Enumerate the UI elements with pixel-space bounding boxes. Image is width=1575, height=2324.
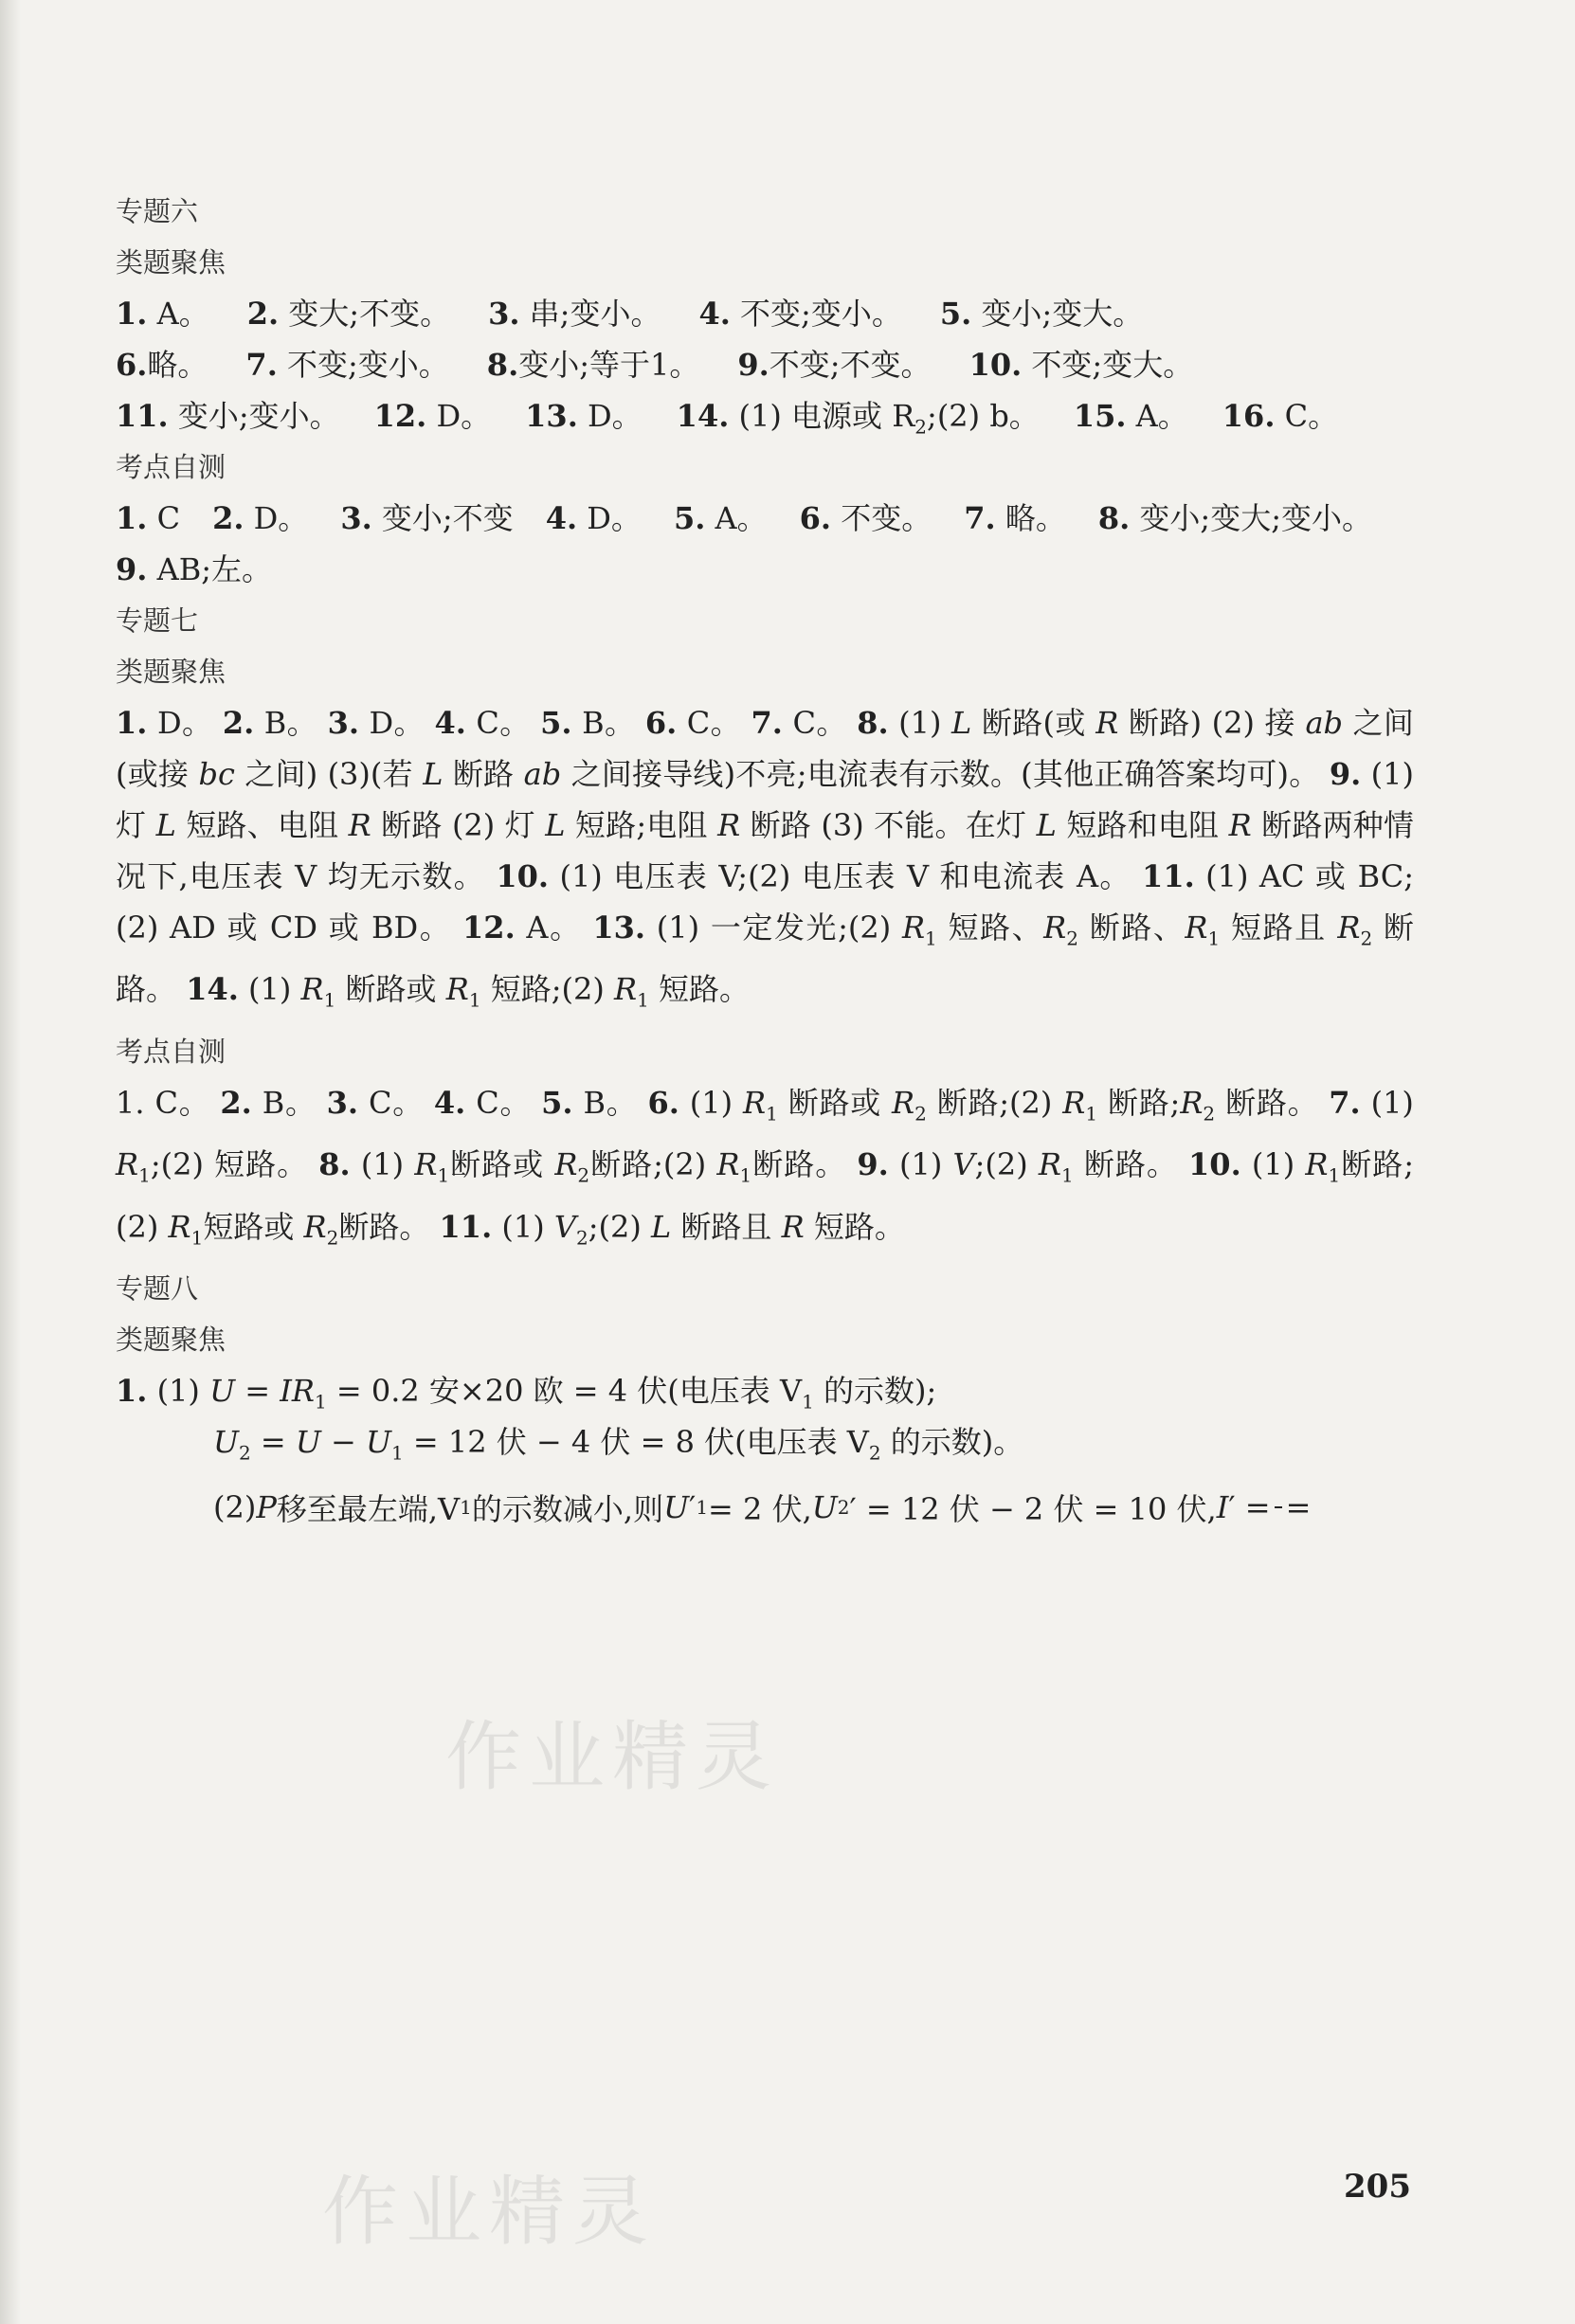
answer-text: 不变;变小。 (730, 296, 902, 332)
answer-text: C。 (465, 705, 541, 741)
answer-text: 变小;变大。 (971, 296, 1144, 332)
answer-text: C。 (465, 1084, 542, 1121)
math-variable: R (781, 1208, 805, 1245)
subscript: 1 (314, 1390, 327, 1414)
answer-text: 断路。 (1073, 1146, 1189, 1183)
answer-text: (1) 一定发光;(2) (645, 910, 902, 946)
math-variable: ab (1305, 705, 1343, 741)
math-variable: L (155, 807, 176, 843)
question-number: 7. (964, 500, 996, 536)
answer-text: D。 (577, 500, 642, 536)
subsection-kao-dian-zi-ce-7: 考点自测 (116, 1035, 226, 1068)
answer-text: 断路。 (116, 910, 1414, 1008)
subscript: 1 (802, 1390, 814, 1414)
subscript: 2 (575, 1225, 588, 1249)
question-number: 11. (116, 398, 169, 434)
answer-text: 移至最左端,V (276, 1490, 461, 1527)
answer-text: 断路 (3) 不能。在灯 (740, 807, 1037, 843)
answer-text: 断路两种情况下,电压表 V 均无示数。 (116, 807, 1414, 894)
solution-block (116, 1365, 1414, 1547)
math-variable: R (348, 807, 371, 843)
answer-text: (2) (213, 1488, 257, 1525)
question-number: 16. (1222, 398, 1276, 434)
math-variable: R (303, 1208, 327, 1245)
question-number: 4. (433, 1084, 466, 1121)
subscript: 2 (914, 415, 928, 439)
question-number: 14. (186, 971, 239, 1008)
answer-text: (1) AC 或 BC; (2) AD 或 CD 或 BD。 (116, 858, 1414, 946)
question-number: 2. (246, 296, 280, 332)
answer-text: − (320, 1423, 366, 1460)
answer-text: (1) (1360, 1084, 1414, 1121)
math-variable: P (256, 1488, 277, 1525)
subscript: 1 (1060, 1163, 1074, 1187)
question-number: 4. (545, 500, 578, 536)
math-variable: R (1228, 807, 1252, 843)
answer-text: D。 (577, 398, 643, 434)
question-number: 10. (1188, 1146, 1241, 1183)
question-number: 5. (540, 705, 572, 741)
math-variable: R (614, 971, 638, 1008)
answer-text: 变小;不变 (371, 500, 514, 536)
subscript: 2 (868, 1441, 881, 1465)
answer-row (116, 288, 1414, 339)
question-number: 8. (486, 347, 519, 383)
math-variable: R (116, 1146, 139, 1183)
answer-text: 略。 (995, 500, 1066, 536)
subscript: 1 (739, 1163, 752, 1187)
answer-text: 断路或 (449, 1146, 555, 1183)
answer-text: = (1285, 1488, 1312, 1525)
subscript: 2 (1360, 927, 1373, 950)
question-number: 3. (327, 705, 359, 741)
math-variable: L (651, 1208, 672, 1245)
answer-text: 断路;(2) (589, 1146, 717, 1183)
math-variable: bc (198, 756, 235, 792)
answer-text: = (250, 1423, 296, 1460)
answer-text: 变小;变小。 (168, 398, 340, 434)
question-number: 3. (488, 296, 520, 332)
math-variable: U (365, 1423, 391, 1460)
math-variable: R (168, 1208, 191, 1245)
math-variable: L (423, 756, 444, 792)
answer-row (116, 390, 1414, 441)
subsection-lei-ti-ju-jiao-6: 类题聚焦 (116, 246, 226, 279)
answer-text: 1. C。 (116, 1084, 221, 1121)
answer-text: (1) (238, 971, 301, 1008)
subscript: 1 (460, 1495, 472, 1519)
math-variable: R (554, 1146, 578, 1183)
answer-text: (1) (888, 705, 952, 741)
math-variable: R (717, 807, 741, 843)
question-number: 2. (212, 500, 244, 536)
math-variable: I (1216, 1488, 1229, 1525)
question-number: 5. (673, 500, 706, 536)
answer-text: 断路。 (1215, 1084, 1330, 1121)
math-variable: L (545, 807, 566, 843)
math-variable: R (716, 1146, 740, 1183)
question-number: 6. (644, 705, 678, 741)
subscript: 1 (637, 988, 649, 1012)
answer-text: A。 (705, 500, 768, 536)
subscript: 1 (190, 1225, 204, 1249)
answer-text: 短路或 (203, 1208, 304, 1245)
fraction (1275, 1506, 1282, 1508)
answer-text: A。 (147, 296, 209, 332)
answer-text: = 0.2 安×20 欧 = 4 伏(电压表 V (326, 1372, 803, 1409)
question-number: 6. (799, 500, 832, 536)
answer-text: 略。 (147, 347, 208, 383)
answer-page (116, 186, 1414, 1547)
answer-text: ′ = 12 伏 − 2 伏 = 10 伏, (849, 1490, 1217, 1527)
answer-text: C。 (782, 705, 858, 741)
answer-text: 短路;电阻 (565, 807, 718, 843)
answer-text: 短路。 (648, 971, 751, 1008)
subscript: 1 (138, 1163, 151, 1187)
math-variable: R (891, 1084, 915, 1121)
answer-text: B。 (572, 1084, 648, 1121)
question-number: 1. (116, 1372, 148, 1409)
question-number: 8. (857, 705, 889, 741)
subsection-kao-dian-zi-ce-6: 考点自测 (116, 451, 226, 483)
question-number: 2. (222, 705, 255, 741)
math-variable: R (414, 1146, 438, 1183)
math-variable: ab (523, 756, 562, 792)
math-variable: V (952, 1146, 975, 1183)
answer-row (116, 339, 1414, 390)
answer-text: (1) (888, 1146, 953, 1183)
question-number: 12. (462, 910, 516, 946)
math-variable: R (300, 971, 324, 1008)
answer-text: ;(2) (588, 1208, 651, 1245)
math-variable: L (951, 705, 972, 741)
question-number: 1. (116, 296, 148, 332)
answer-text: 断路; (1097, 1084, 1181, 1121)
math-variable: R (901, 910, 926, 946)
math-variable: U (811, 1488, 838, 1525)
question-number: 15. (1073, 398, 1127, 434)
answer-text: (1) (492, 1208, 554, 1245)
answer-text: 不变;不变。 (769, 347, 932, 383)
subsection-lei-ti-ju-jiao-7: 类题聚焦 (116, 656, 226, 688)
math-variable: R (1337, 910, 1361, 946)
answer-text: (1) (147, 1372, 210, 1409)
answer-text: 串;变小。 (519, 296, 661, 332)
subscript: 2 (326, 1225, 339, 1249)
answer-text: 断路) (2) 接 (1118, 705, 1306, 741)
answer-text: B。 (254, 705, 328, 741)
answer-text: 断路(或 (971, 705, 1096, 741)
answer-text: B。 (251, 1084, 327, 1121)
answer-text: B。 (571, 705, 645, 741)
answer-text: 断路。 (338, 1208, 440, 1245)
math-variable: R (1062, 1084, 1086, 1121)
question-number: 14. (676, 398, 730, 434)
answer-text: (1) (350, 1146, 415, 1183)
answer-text: 断路、 (1078, 910, 1186, 946)
subscript: 2 (1203, 1102, 1216, 1126)
answer-text: C。 (677, 705, 751, 741)
answer-text: 短路;(2) (480, 971, 615, 1008)
answer-text: A。 (1126, 398, 1188, 434)
subscript: 1 (925, 927, 937, 950)
answer-text: A。 (515, 910, 593, 946)
math-variable: R (1095, 705, 1119, 741)
answer-text: 短路和电阻 (1056, 807, 1229, 843)
answer-text: (1) (679, 1084, 744, 1121)
subscript: 2 (914, 1102, 927, 1126)
answer-text: 断路;(2) (926, 1084, 1063, 1121)
watermark: 作业精灵 (445, 1713, 779, 1801)
question-number: 7. (1329, 1084, 1361, 1121)
answer-paragraph (116, 1077, 1414, 1263)
solution-line (116, 1365, 1414, 1416)
section-title-7: 专题七 (116, 604, 199, 637)
math-variable: U (209, 1372, 236, 1409)
answer-text: C (147, 500, 181, 536)
answer-text: 短路、电阻 (175, 807, 349, 843)
question-number: 5. (541, 1084, 573, 1121)
math-variable: R (1043, 910, 1067, 946)
answer-text: (1) 电源或 R (729, 398, 915, 434)
section-title-8: 专题八 (116, 1271, 199, 1305)
answer-text: 之间(或接 (116, 705, 1414, 792)
answer-text: (1) 灯 (116, 756, 1414, 843)
question-number: 3. (340, 500, 372, 536)
question-number: 13. (525, 398, 578, 434)
answer-text: 短路。 (804, 1208, 905, 1245)
subscript: 2 (577, 1163, 590, 1187)
math-variable: U (663, 1488, 690, 1525)
question-number: 2. (220, 1084, 252, 1121)
question-number: 9. (1329, 756, 1362, 792)
answer-text: 的示数)。 (880, 1423, 1024, 1460)
answer-text: ;(2) b。 (927, 398, 1040, 434)
answer-paragraph (116, 697, 1414, 1026)
question-number: 9. (116, 551, 148, 587)
subscript: 1 (766, 1102, 778, 1126)
question-number: 6. (116, 347, 148, 383)
answer-text: 之间) (3)(若 (234, 756, 424, 792)
question-number: 7. (751, 705, 783, 741)
section-title-6: 专题六 (116, 195, 199, 227)
subscript: 2 (1066, 927, 1078, 950)
answer-row (116, 493, 1414, 544)
math-variable: R (445, 971, 469, 1008)
subscript: 2 (238, 1441, 251, 1465)
answer-text: 断路或 (777, 1084, 892, 1121)
page-number: 205 (1344, 2168, 1411, 2206)
subsection-lei-ti-ju-jiao-8: 类题聚焦 (116, 1323, 226, 1356)
question-number: 5. (939, 296, 972, 332)
answer-text: D。 (358, 705, 435, 741)
solution-line (116, 1468, 1414, 1547)
subscript: 1 (1085, 1102, 1098, 1126)
math-variable: V (553, 1208, 576, 1245)
answer-text: 不变;变大。 (1022, 347, 1194, 383)
answer-text: (1) (1240, 1146, 1306, 1183)
answer-text: AB;左。 (147, 551, 272, 587)
question-number: 9. (857, 1146, 889, 1183)
answer-text: = (235, 1372, 281, 1409)
question-number: 1. (116, 705, 148, 741)
answer-text: 变小;等于1。 (518, 347, 700, 383)
answer-text: = 12 伏 − 4 伏 = 8 伏(电压表 V (403, 1423, 869, 1460)
solution-line (116, 1416, 1414, 1468)
answer-text: 变大;不变。 (279, 296, 451, 332)
answer-text: ′ = (1228, 1488, 1271, 1525)
answer-text: ′ (689, 1488, 697, 1525)
subscript: 1 (696, 1495, 709, 1519)
question-number: 1. (116, 500, 148, 536)
answer-text: ;(2) 短路。 (150, 1146, 319, 1183)
question-number: 7. (245, 347, 278, 383)
answer-text: 断路 (2) 灯 (371, 807, 546, 843)
subscript: 1 (1328, 1163, 1341, 1187)
question-number: 6. (647, 1084, 679, 1121)
question-number: 9. (737, 347, 769, 383)
math-variable: R (1038, 1146, 1061, 1183)
fraction-numerator (1275, 1506, 1282, 1508)
answer-text: 不变;变小。 (277, 347, 449, 383)
question-number: 13. (592, 910, 646, 946)
answer-text: 断路 (443, 756, 524, 792)
question-number: 12. (373, 398, 427, 434)
subscript: 1 (1207, 927, 1221, 950)
watermark: 作业精灵 (322, 2168, 656, 2256)
question-number: 3. (326, 1084, 359, 1121)
answer-text: 的示数); (813, 1372, 937, 1409)
answer-text: C。 (1275, 398, 1339, 434)
math-variable: IR (280, 1372, 315, 1409)
answer-text: D。 (147, 705, 223, 741)
answer-text: 断路或 (335, 971, 446, 1008)
answer-text: 断路;(2) (116, 1146, 1414, 1245)
subscript: 1 (323, 988, 336, 1012)
question-number: 11. (439, 1208, 493, 1245)
question-number: 10. (496, 858, 550, 894)
answer-text: 短路且 (1220, 910, 1338, 946)
answer-text: 变小;变大;变小。 (1130, 500, 1372, 536)
math-variable: R (1185, 910, 1208, 946)
answer-text: 的示数减小,则 (471, 1490, 664, 1527)
answer-text: 断路且 (671, 1208, 782, 1245)
math-variable: R (1305, 1146, 1329, 1183)
answer-text: 短路、 (936, 910, 1044, 946)
subscript: 1 (468, 988, 481, 1012)
math-variable: L (1036, 807, 1057, 843)
question-number: 4. (698, 296, 731, 332)
math-variable: R (1180, 1084, 1204, 1121)
question-number: 10. (969, 347, 1023, 383)
math-variable: R (743, 1084, 767, 1121)
answer-text: D。 (426, 398, 492, 434)
answer-text: = 2 伏, (708, 1490, 812, 1527)
answer-text: D。 (244, 500, 309, 536)
math-variable: U (295, 1423, 321, 1460)
answer-text: 之间接导线)不亮;电流表有示数。(其他正确答案均可)。 (561, 756, 1330, 792)
answer-text: 不变。 (831, 500, 932, 536)
question-number: 11. (1142, 858, 1195, 894)
page-edge-shadow (0, 0, 21, 2324)
math-variable: U (213, 1423, 239, 1460)
answer-text: C。 (358, 1084, 434, 1121)
subscript: 1 (437, 1163, 450, 1187)
question-number: 8. (1097, 500, 1131, 536)
subscript: 2 (837, 1495, 850, 1519)
question-number: 8. (318, 1146, 351, 1183)
answer-text: (1) 电压表 V;(2) 电压表 V 和电流表 A。 (549, 858, 1143, 894)
answer-text: ;(2) (974, 1146, 1039, 1183)
answer-text: 断路。 (751, 1146, 858, 1183)
answer-row (116, 544, 1414, 595)
question-number: 4. (434, 705, 466, 741)
subscript: 1 (390, 1441, 404, 1465)
